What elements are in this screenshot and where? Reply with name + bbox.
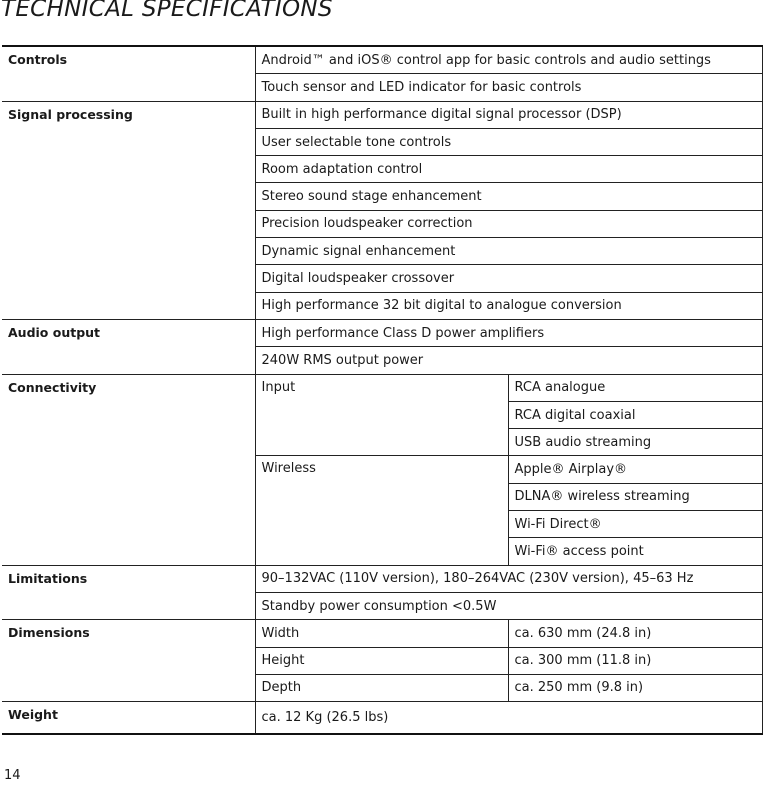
section-label-audio-output: Audio output: [2, 319, 255, 374]
spec-cell: Dynamic signal enhancement: [255, 238, 762, 265]
spec-cell: User selectable tone controls: [255, 128, 762, 155]
spec-cell: RCA digital coaxial: [508, 401, 762, 428]
spec-cell: Precision loudspeaker correction: [255, 210, 762, 237]
section-label-weight: Weight: [2, 702, 255, 735]
spec-cell: 240W RMS output power: [255, 347, 762, 374]
section-label-controls: Controls: [2, 46, 255, 101]
dimension-value: ca. 300 mm (11.8 in): [508, 647, 762, 674]
sub-label-wireless: Wireless: [255, 456, 508, 565]
section-label-connectivity: Connectivity: [2, 374, 255, 565]
spec-cell: DLNA® wireless streaming: [508, 483, 762, 510]
spec-cell: High performance 32 bit digital to analogue conversion: [255, 292, 762, 319]
spec-cell: ca. 12 Kg (26.5 lbs): [255, 702, 762, 735]
table-row: [2, 565, 762, 592]
spec-cell: Android™ and iOS® control app for basic controls and audio settings: [255, 46, 762, 74]
spec-cell: Stereo sound stage enhancement: [255, 183, 762, 210]
spec-cell: Apple® Airplay®: [508, 456, 762, 483]
spec-cell: Room adaptation control: [255, 156, 762, 183]
section-label-signal-processing: Signal processing: [2, 101, 255, 319]
dimension-name: Height: [255, 647, 508, 674]
spec-cell: Wi-Fi Direct®: [508, 511, 762, 538]
spec-cell: Digital loudspeaker crossover: [255, 265, 762, 292]
sub-label-input: Input: [255, 374, 508, 456]
spec-cell: 90–132VAC (110V version), 180–264VAC (230V version), 45–63 Hz: [255, 565, 762, 592]
table-row: [2, 101, 762, 128]
dimension-name: Width: [255, 620, 508, 647]
table-row: [2, 319, 762, 346]
dimension-value: ca. 630 mm (24.8 in): [508, 620, 762, 647]
dimension-value: ca. 250 mm (9.8 in): [508, 674, 762, 701]
section-label-dimensions: Dimensions: [2, 620, 255, 702]
spec-cell: Wi-Fi® access point: [508, 538, 762, 565]
spec-cell: USB audio streaming: [508, 429, 762, 456]
dimension-name: Depth: [255, 674, 508, 701]
table-row: [2, 46, 762, 74]
spec-cell: High performance Class D power amplifiers: [255, 319, 762, 346]
table-row: [2, 702, 762, 735]
spec-cell: RCA analogue: [508, 374, 762, 401]
spec-table: [2, 45, 763, 735]
page-title: TECHNICAL SPECIFICATIONS: [1, 0, 333, 22]
section-label-limitations: Limitations: [2, 565, 255, 620]
spec-cell: Built in high performance digital signal processor (DSP): [255, 101, 762, 128]
page-number: 14: [4, 768, 21, 783]
spec-cell: Standby power consumption <0.5W: [255, 592, 762, 619]
spec-cell: Touch sensor and LED indicator for basic controls: [255, 74, 762, 101]
table-row: [2, 374, 762, 401]
table-row: [2, 620, 762, 647]
